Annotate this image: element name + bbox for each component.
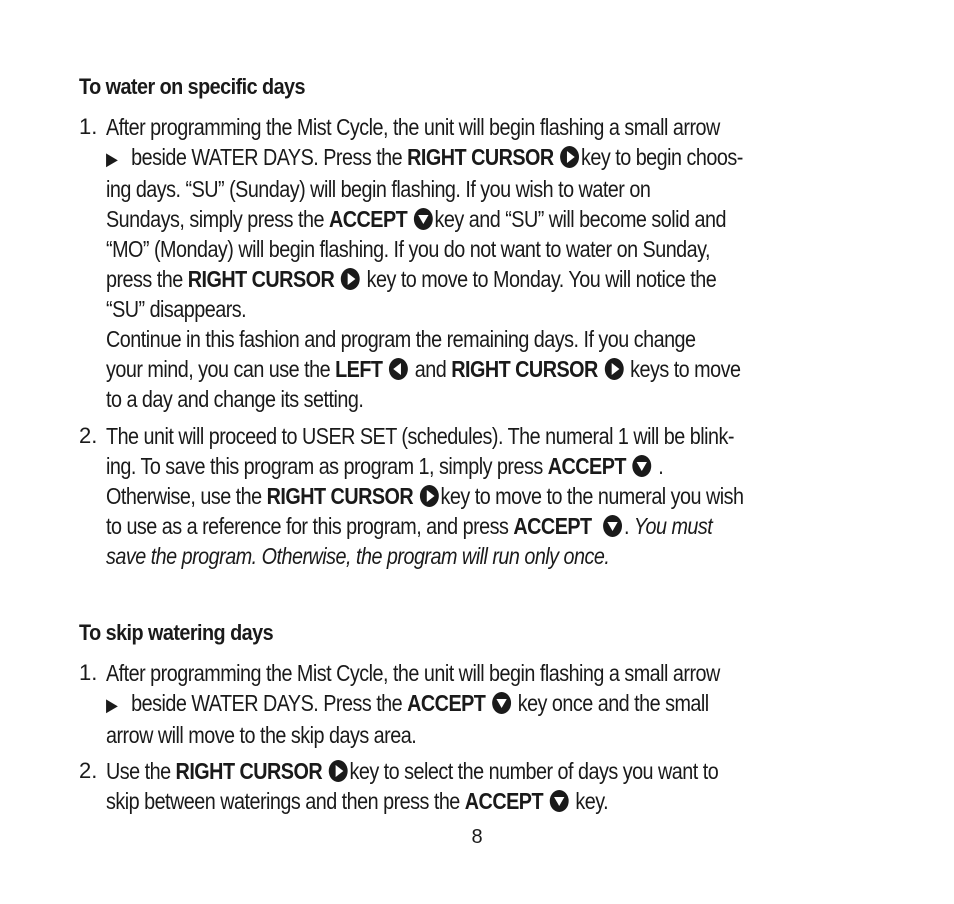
key-name: RIGHT CURSOR (266, 483, 414, 509)
key-name: RIGHT CURSOR (187, 266, 335, 292)
key-name: LEFT (335, 356, 383, 382)
list-number: 1. (79, 660, 98, 685)
right-cursor-icon (341, 268, 360, 290)
right-cursor-icon (329, 760, 348, 782)
key-name: ACCEPT (407, 690, 486, 716)
accept-icon (492, 692, 511, 714)
section-heading-water-specific-days: To water on specific days (79, 74, 306, 99)
note-italic: You must (633, 513, 713, 539)
key-name: ACCEPT (328, 206, 408, 232)
accept-icon (414, 208, 433, 230)
key-name: ACCEPT (513, 513, 592, 539)
key-name: ACCEPT (464, 788, 544, 814)
accept-icon (633, 455, 652, 477)
page-number: 8 (471, 826, 483, 848)
key-name: RIGHT CURSOR (407, 144, 554, 170)
section-heading-skip-watering-days: To skip watering days (79, 620, 274, 645)
paragraph: The unit will proceed to USER SET (schedules). The numeral 1 will be blink- ing. To save this program as program 1, simply press ACCEPT . Otherwise, use the RIGHT CURSOR key to move to the numeral you wish to use as a reference for this program, and press ACCEPT . You must save the program. Otherwise, the program will run only once. (106, 423, 744, 569)
key-name: ACCEPT (547, 453, 626, 479)
small-arrow-icon: ▶ (106, 149, 118, 169)
right-cursor-icon (604, 358, 623, 380)
list-number: 1. (79, 114, 98, 139)
key-name: RIGHT CURSOR (175, 758, 323, 784)
right-cursor-icon (560, 146, 579, 168)
paragraph: After programming the Mist Cycle, the unit will begin flashing a small arrow ▶ beside WATER DAYS. Press the ACCEPT key once and the small arrow will move to the skip days area. (106, 660, 720, 748)
accept-icon (603, 515, 622, 537)
paragraph: Use the RIGHT CURSOR key to select the number of days you want to skip between waterings and then press the ACCEPT key. (106, 758, 719, 814)
list-number: 2. (79, 423, 98, 448)
small-arrow-icon: ▶ (106, 695, 118, 715)
left-cursor-icon (389, 358, 408, 380)
key-name: RIGHT CURSOR (451, 356, 598, 382)
accept-icon (550, 790, 569, 812)
right-cursor-icon (420, 485, 439, 507)
list-number: 2. (79, 758, 98, 783)
note-italic: save the program. Otherwise, the program will run only once. (106, 543, 610, 569)
paragraph: After programming the Mist Cycle, the unit will begin flashing a small arrow ▶ beside WATER DAYS. Press the RIGHT CURSOR key to begin choos- ing days. “SU” (Sunday) will begin flashing. If you wish to water on Sundays, simply press the ACCEPT key and “SU” will become solid and “MO” (Monday) will begin flashing. If you do not want to water on Sunday, press the RIGHT CURSOR key to move to Monday. You will notice the “SU” disappears. Continue in this fashion and program the remaining days. If you change your mind, you can use the LEFT and RIGHT CURSOR keys to move to a day and change its setting. (106, 114, 743, 412)
